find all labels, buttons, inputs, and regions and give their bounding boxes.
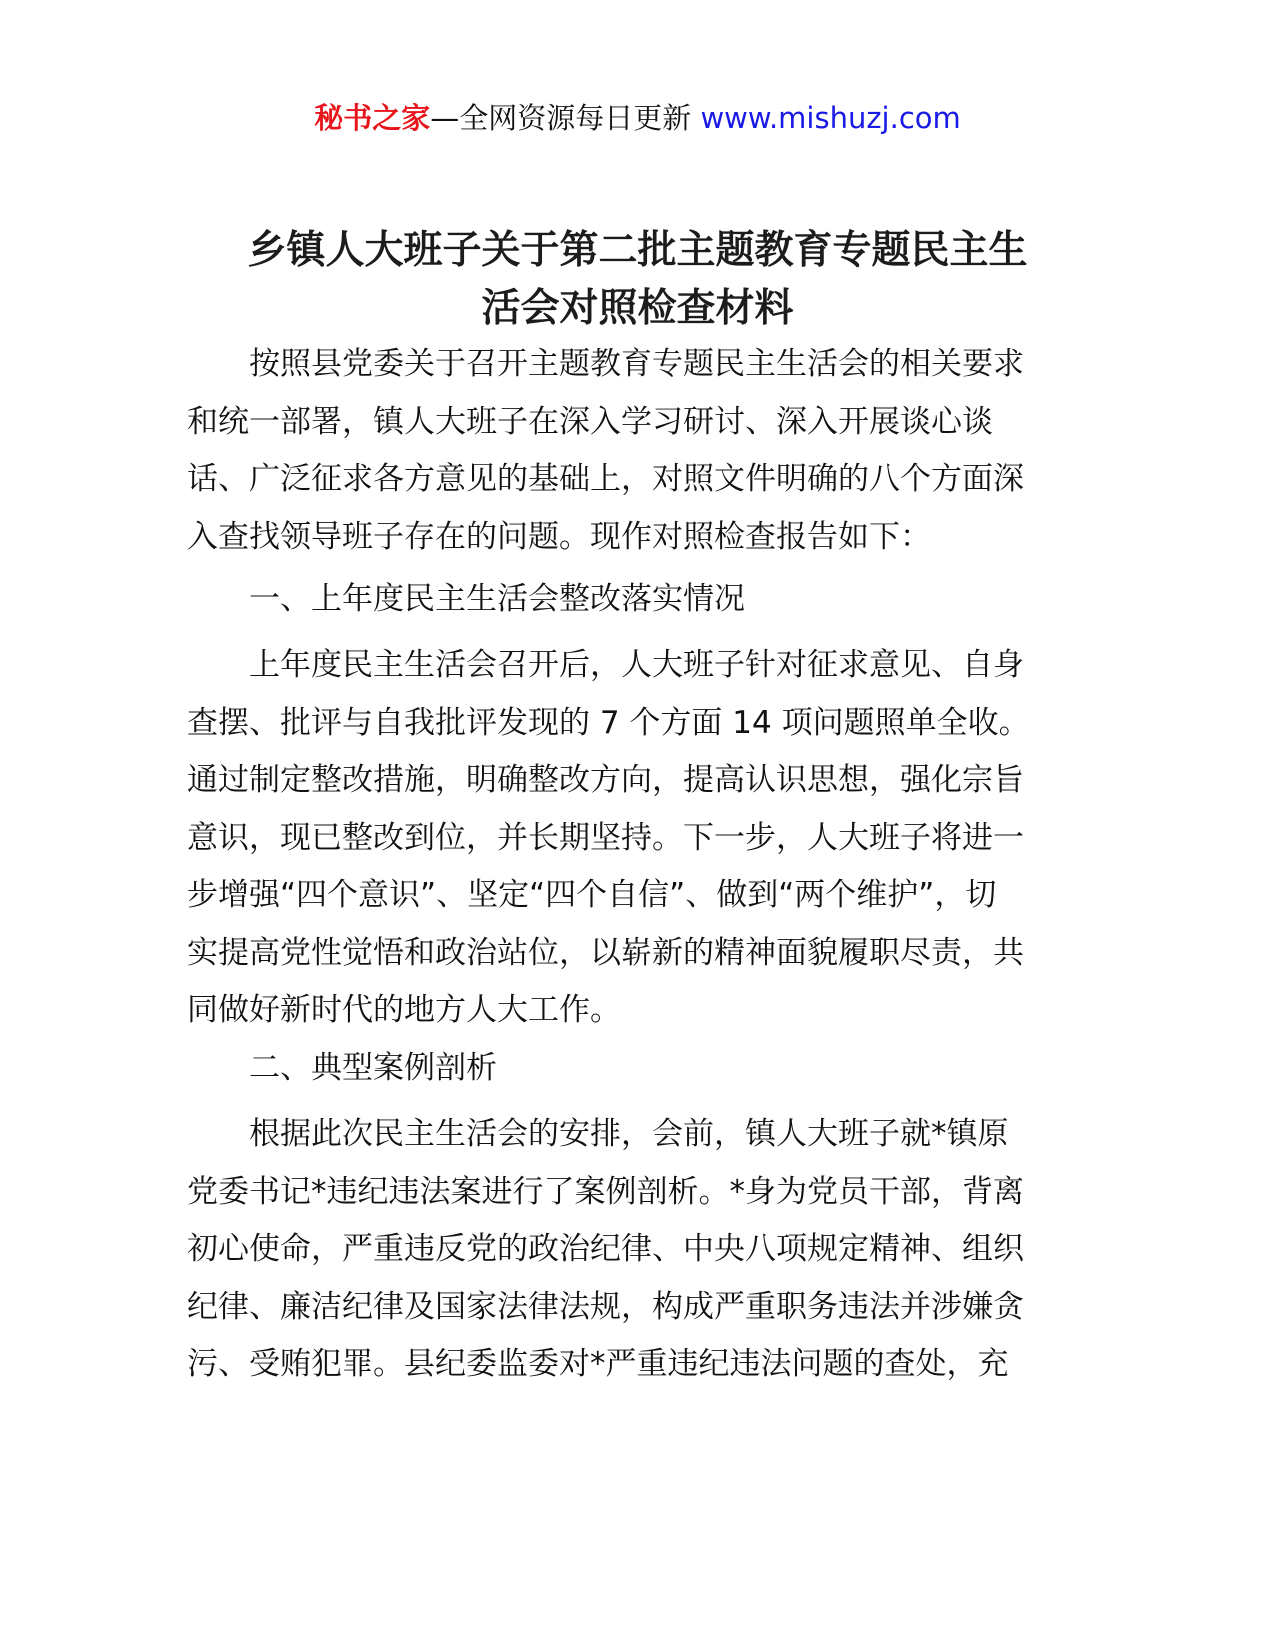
- text-line: 查摆、批评与自我批评发现的 7 个方面 14 项问题照单全收。: [187, 704, 1030, 741]
- text-line: 初心使命，严重违反党的政治纪律、中央八项规定精神、组织: [187, 1231, 1024, 1267]
- brand-name: 秘书之家: [314, 101, 431, 135]
- text-line: 话、广泛征求各方意见的基础上，对照文件明确的八个方面深: [187, 461, 1024, 497]
- site-url-link[interactable]: www.mishuzj.com: [700, 101, 961, 135]
- text-line: 根据此次民主生活会的安排，会前，镇人大班子就*镇原: [249, 1116, 1009, 1152]
- section-heading-2: [187, 1040, 1087, 1098]
- text-line: 入查找领导班子存在的问题。现作对照检查报告如下：: [187, 518, 931, 555]
- text-line: 纪律、廉洁纪律及国家法律法规，构成严重职务违法并涉嫌贪: [187, 1288, 1024, 1325]
- title-line: 活会对照检查材料: [481, 286, 794, 331]
- site-header: [0, 98, 1275, 138]
- title-line: 乡镇人大班子关于第二批主题教育专题民主生: [247, 228, 1028, 273]
- section-heading-1: [187, 571, 1087, 629]
- paragraph-case-analysis: [187, 1106, 1087, 1394]
- text-line: 和统一部署，镇人大班子在深入学习研讨、深入开展谈心谈: [187, 403, 993, 440]
- text-line: 污、受贿犯罪。县纪委监委对*严重违纪违法问题的查处，充: [187, 1346, 1009, 1382]
- paragraph-rectification: [187, 637, 1087, 1040]
- text-line: 一、上年度民主生活会整改落实情况: [249, 581, 745, 617]
- text-line: 按照县党委关于召开主题教育专题民主生活会的相关要求: [249, 346, 1024, 382]
- text-line: 党委书记*违纪违法案进行了案例剖析。*身为党员干部，背离: [187, 1173, 1024, 1210]
- document-title: [0, 222, 1275, 338]
- text-line: 二、典型案例剖析: [249, 1050, 497, 1086]
- text-line: 实提高党性觉悟和政治站位，以崭新的精神面貌履职尽责，共: [187, 934, 1024, 971]
- text-line: 步增强“四个意识”、坚定“四个自信”、做到“两个维护”，切: [187, 877, 997, 913]
- paragraph-intro: [187, 336, 1087, 566]
- text-line: 同做好新时代的地方人大工作。: [187, 992, 621, 1028]
- text-line: 意识，现已整改到位，并长期坚持。下一步，人大班子将进一: [187, 819, 1024, 856]
- text-line: 上年度民主生活会召开后，人大班子针对征求意见、自身: [249, 647, 1024, 683]
- header-tagline: —全网资源每日更新: [430, 101, 701, 135]
- text-line: 通过制定整改措施，明确整改方向，提高认识思想，强化宗旨: [187, 762, 1024, 798]
